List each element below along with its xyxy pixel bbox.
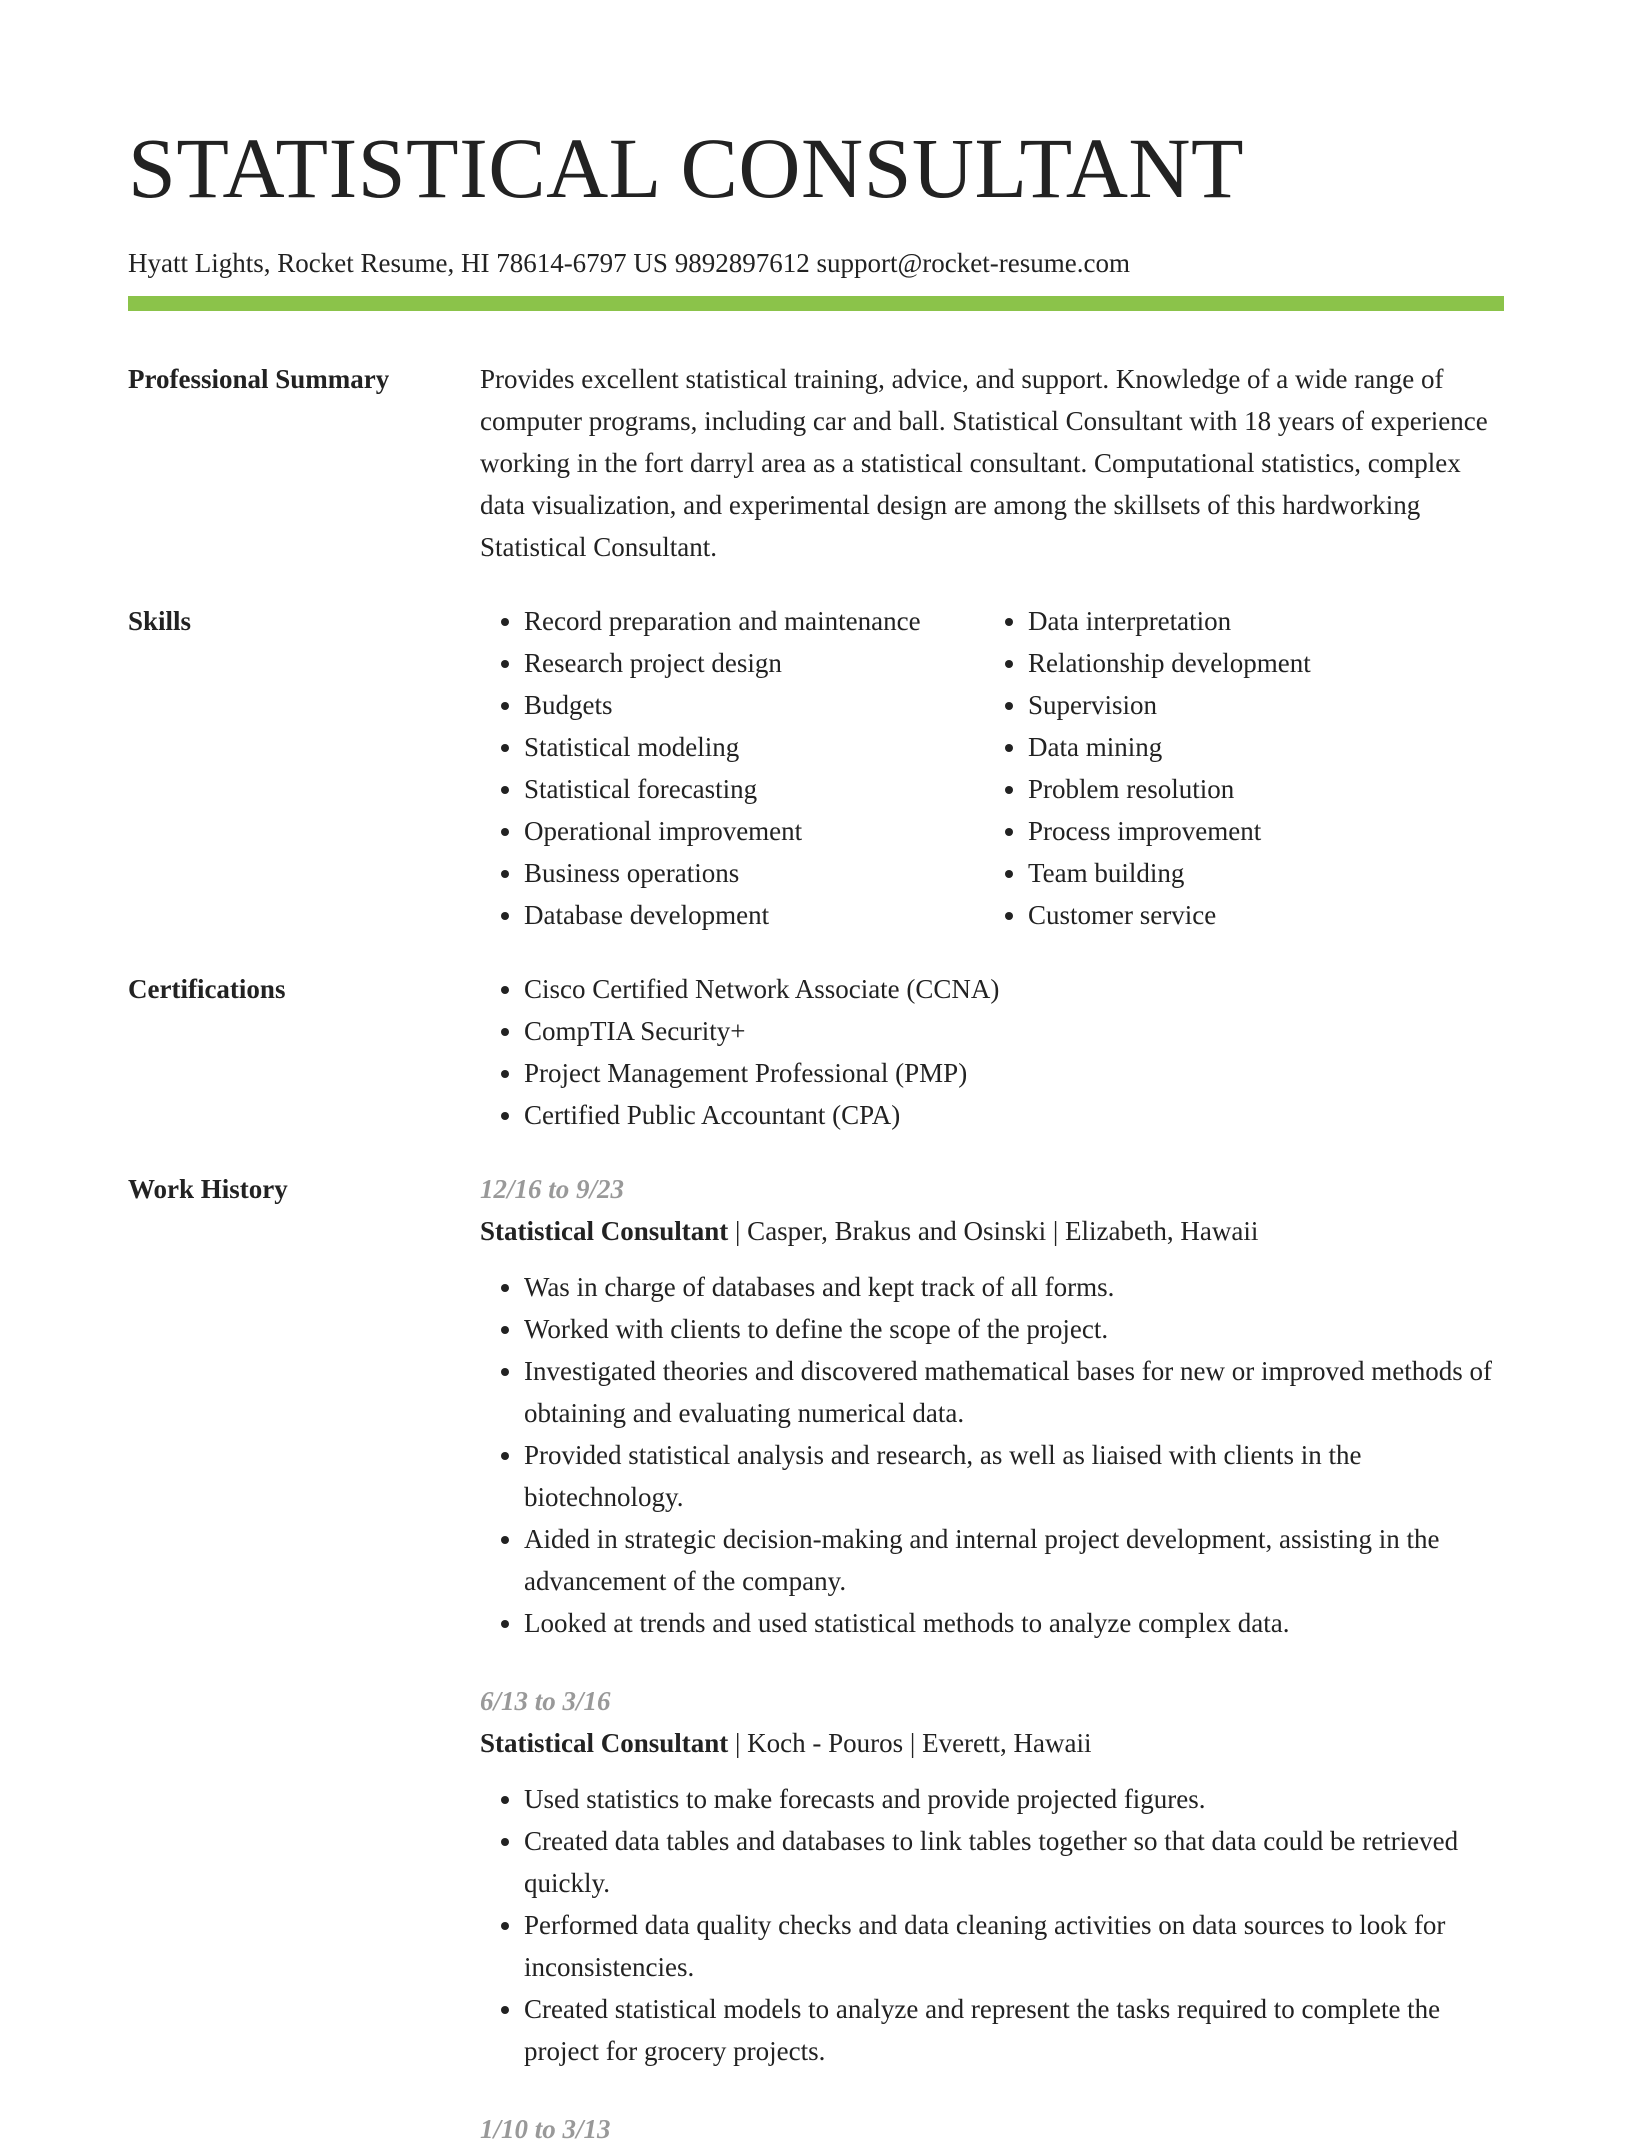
duty-item: • Provided statistical analysis and research, as well as liaised with clients in the biotechnology. bbox=[524, 1434, 1504, 1518]
job-dates: 6/13 to 3/16 bbox=[480, 1686, 611, 1716]
skill-item: • Record preparation and maintenance bbox=[524, 600, 984, 642]
skills-body bbox=[480, 600, 1504, 936]
work-history-heading: Work History bbox=[128, 1174, 288, 1204]
skill-item: • Supervision bbox=[1028, 684, 1504, 726]
skills-section bbox=[128, 600, 1504, 936]
skills-heading: Skills bbox=[128, 606, 192, 636]
job-duties bbox=[480, 1778, 1504, 2072]
job-duties bbox=[480, 1266, 1504, 1644]
skill-item: • Data mining bbox=[1028, 726, 1504, 768]
skill-item: • Process improvement bbox=[1028, 810, 1504, 852]
skill-item: • Statistical forecasting bbox=[524, 768, 984, 810]
skill-item: • Business operations bbox=[524, 852, 984, 894]
summary-section bbox=[128, 358, 1504, 568]
header-divider bbox=[128, 296, 1504, 311]
job-title: Statistical Consultant bbox=[480, 1216, 729, 1246]
certification-item: • Certified Public Accountant (CPA) bbox=[524, 1094, 1504, 1136]
skill-item: • Statistical modeling bbox=[524, 726, 984, 768]
duty-item: • Looked at trends and used statistical methods to analyze complex data. bbox=[524, 1602, 1504, 1644]
skill-item: • Customer service bbox=[1028, 894, 1504, 936]
certification-item: • Cisco Certified Network Associate (CCNA) bbox=[524, 968, 1504, 1010]
certification-item: • Project Management Professional (PMP) bbox=[524, 1052, 1504, 1094]
job-title: Statistical Consultant bbox=[480, 1728, 729, 1758]
resume-title: STATISTICAL CONSULTANT bbox=[128, 120, 1245, 216]
job-dates: 12/16 to 9/23 bbox=[480, 1174, 625, 1204]
duty-item: • Performed data quality checks and data cleaning activities on data sources to look for inconsistencies. bbox=[524, 1904, 1504, 1988]
skills-column-right bbox=[984, 600, 1504, 936]
skill-item: • Budgets bbox=[524, 684, 984, 726]
work-history-section bbox=[128, 1168, 1504, 2150]
duty-item: • Was in charge of databases and kept track of all forms. bbox=[524, 1266, 1504, 1308]
skill-item: • Data interpretation bbox=[1028, 600, 1504, 642]
contact-line: Hyatt Lights, Rocket Resume, HI 78614-6797 US 9892897612 support@rocket-resume.com bbox=[128, 248, 1130, 278]
skills-column-left bbox=[480, 600, 984, 936]
job-entry bbox=[480, 1680, 1504, 2072]
job-entry bbox=[480, 2108, 1504, 2150]
job-heading bbox=[480, 1210, 1504, 1252]
duty-item: • Investigated theories and discovered mathematical bases for new or improved methods of obtaining and evaluating numerical data. bbox=[524, 1350, 1504, 1434]
skill-item: • Relationship development bbox=[1028, 642, 1504, 684]
job-details: | Casper, Brakus and Osinski | Elizabeth, Hawaii bbox=[728, 1216, 1259, 1246]
certifications-heading: Certifications bbox=[128, 974, 286, 1004]
resume-page bbox=[128, 0, 1504, 2150]
duty-item: • Created statistical models to analyze and represent the tasks required to complete the project for grocery projects. bbox=[524, 1988, 1504, 2072]
work-history-body bbox=[480, 1168, 1504, 2150]
summary-heading: Professional Summary bbox=[128, 364, 390, 394]
skill-item: • Database development bbox=[524, 894, 984, 936]
certification-item: • CompTIA Security+ bbox=[524, 1010, 1504, 1052]
summary-text: Provides excellent statistical training, advice, and support. Knowledge of a wide range of computer programs, including car and ball. Statistical Consultant with 18 years of experience working in the fort darryl area as a statistical consultant. Computational statistics, complex data visualization, and experimental design are among the skillsets of this hardworking Statistical Consultant. bbox=[480, 364, 1488, 562]
job-dates: 1/10 to 3/13 bbox=[480, 2114, 611, 2144]
duty-item: • Worked with clients to define the scope of the project. bbox=[524, 1308, 1504, 1350]
skill-item: • Team building bbox=[1028, 852, 1504, 894]
job-entry bbox=[480, 1168, 1504, 1644]
skill-item: • Research project design bbox=[524, 642, 984, 684]
skill-item: • Operational improvement bbox=[524, 810, 984, 852]
certifications-section bbox=[128, 968, 1504, 1136]
duty-item: • Aided in strategic decision-making and internal project development, assisting in the advancement of the company. bbox=[524, 1518, 1504, 1602]
job-heading bbox=[480, 1722, 1504, 1764]
skill-item: • Problem resolution bbox=[1028, 768, 1504, 810]
duty-item: • Used statistics to make forecasts and provide projected figures. bbox=[524, 1778, 1504, 1820]
duty-item: • Created data tables and databases to link tables together so that data could be retrieved quickly. bbox=[524, 1820, 1504, 1904]
certifications-body bbox=[480, 968, 1504, 1136]
certifications-list bbox=[480, 968, 1504, 1136]
job-details: | Koch - Pouros | Everett, Hawaii bbox=[728, 1728, 1092, 1758]
summary-body bbox=[480, 358, 1504, 568]
